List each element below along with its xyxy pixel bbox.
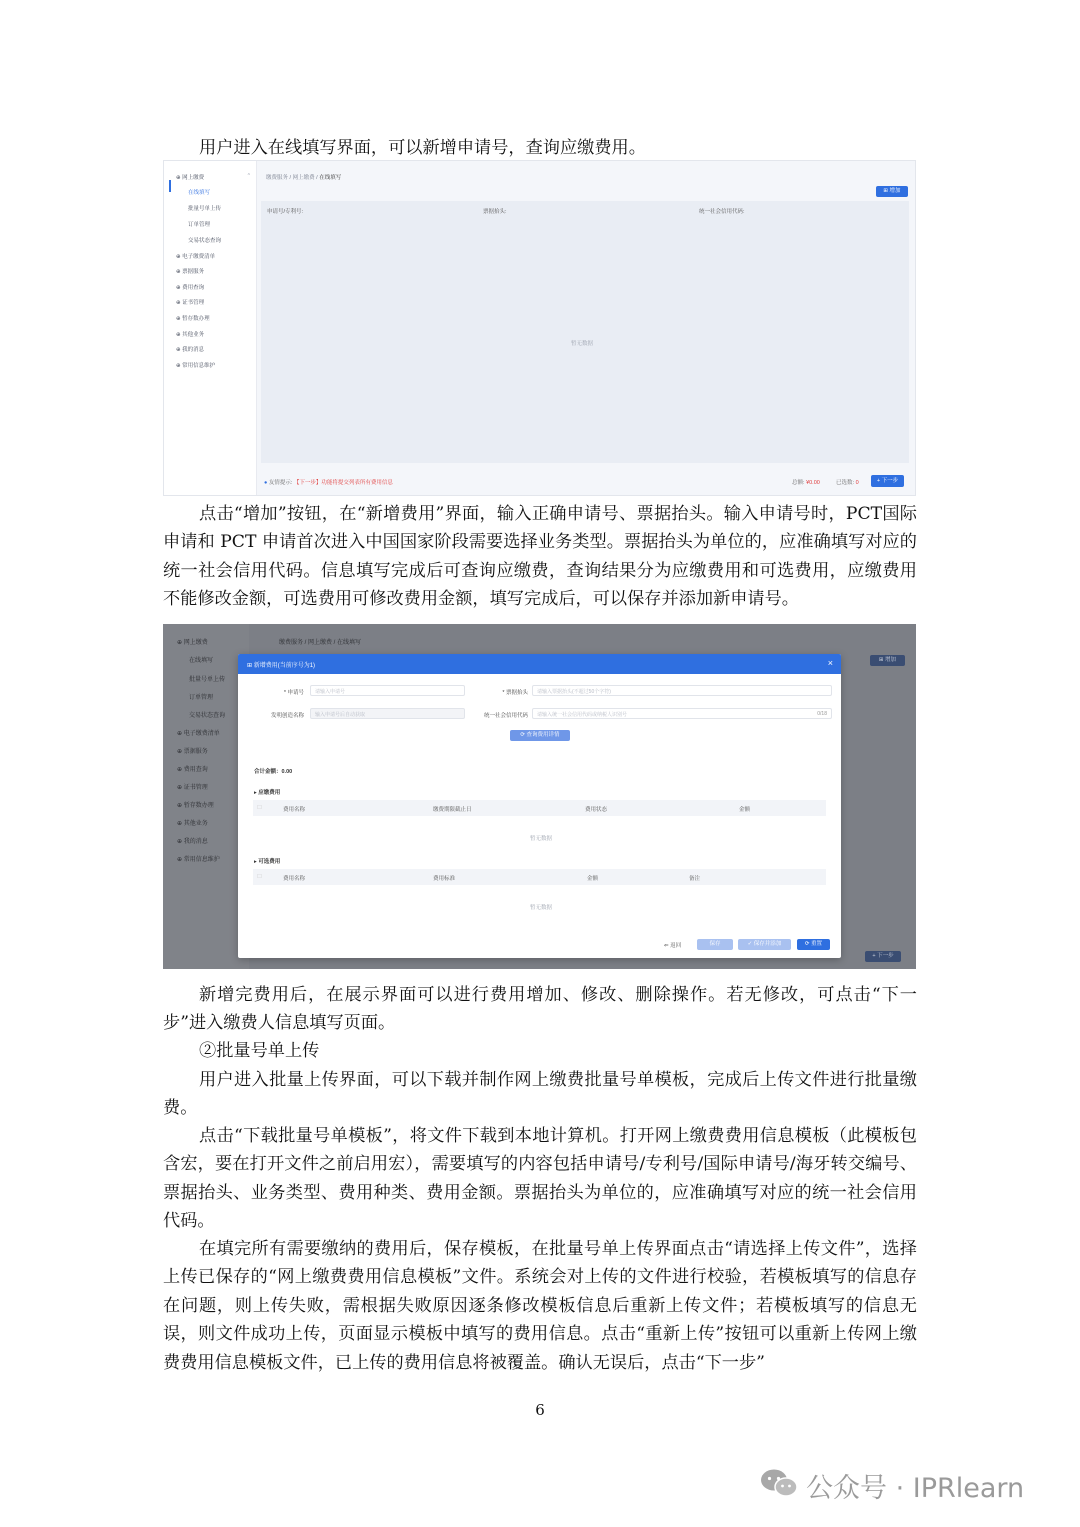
dim-next-button: + 下一步 [865,951,901,962]
dim-item: ⊕ 常用信息维护 [177,857,220,863]
save-button[interactable]: 保存 [697,939,733,950]
empty-text: 暂无数据 [571,341,594,347]
modal-title: ⊞ 新增费用(当前序号为1) [247,663,316,669]
sidebar-group-temp[interactable]: ⊕ 暂存数办理 [176,316,210,322]
sidebar-item-batch-upload[interactable]: 批量号单上传 [188,206,222,212]
col-remark: 备注 [689,876,701,882]
dim-item: ⊕ 证书管理 [177,785,208,791]
save-add-button[interactable]: ✓ 保存并添加 [738,939,791,950]
footer-tip: ● 友情提示: 【下一步】功能将提交列表所有费用信息 [264,480,393,486]
col-amount: 金额 [587,876,599,882]
dim-item: 订单管理 [189,695,214,701]
paragraph-batch-intro: 用户进入批量上传界面，可以下载并制作网上缴费批量号单模板，完成后上传文件进行批量缴费。 [163,1070,917,1119]
invoice-title-input[interactable]: 请输入票据抬头(不超过50个字符) [532,685,832,696]
dim-item: ⊕ 费用查询 [177,767,208,773]
breadcrumb: 缴费服务 / 网上缴费 / 在线填写 [266,175,342,181]
sidebar-group-fee-query[interactable]: ⊕ 费用查询 [176,285,205,291]
credit-code-label: 统一社会信用代码 [483,713,528,719]
sidebar-group-e-list[interactable]: ⊕ 电子缴费清单 [176,254,216,260]
sidebar-group-common-info[interactable]: ⊕ 常用信息维护 [176,363,216,369]
fee-list-panel [261,201,909,463]
sidebar-group-cert[interactable]: ⊕ 证书管理 [176,300,205,306]
app-no-input[interactable]: 请输入申请号 [310,685,465,696]
app-no-label: * 申请号 [283,690,304,696]
credit-code-input[interactable]: 请输入统一社会信用代码或纳税人识别号 0/18 [532,708,832,719]
query-fee-button[interactable]: ⟳ 查询费用详情 [510,730,570,741]
dim-item: 批量号单上传 [189,677,226,683]
dim-breadcrumb: 缴费服务 / 网上缴费 / 在线填写 [279,640,362,646]
optional-table-header [253,869,826,885]
add-button[interactable]: ⊞ 增加 [876,186,908,197]
close-icon[interactable]: × [827,658,833,668]
total-amount: 总额: ¥0.00 [792,480,820,486]
sidebar [164,161,257,495]
active-indicator [169,180,171,192]
optional-fees-title: ▸ 可选费用 [254,859,281,865]
select-all-checkbox[interactable]: ☐ [257,874,262,880]
next-button[interactable]: + 下一步 [871,475,904,487]
total-amount: 合计金额：0.00 [254,769,293,775]
sidebar-item-orders[interactable]: 订单管理 [188,222,211,228]
section-heading-batch: ②批量号单上传 [199,1041,320,1061]
dim-item: ⊕ 暂存数办理 [177,803,214,809]
dim-item: ⊕ 网上缴费 [177,640,208,646]
sidebar-item-trade-status[interactable]: 交易状态查询 [188,238,222,244]
optional-empty: 暂无数据 [530,905,553,911]
invention-name-input: 输入申请号后自动获取 [310,708,465,719]
online-fill-screenshot [163,160,916,496]
add-fee-dialog-screenshot [163,624,916,969]
reset-button[interactable]: ⟳ 重置 [797,939,830,950]
sidebar-item-online-fill[interactable]: 在线填写 [188,190,211,196]
dim-item: ⊕ 其他业务 [177,821,208,827]
sidebar-group-online-pay[interactable]: ⊕ 网上缴费 [176,175,205,181]
col-fee-name: 费用名称 [283,807,306,813]
col-fee-name: 费用名称 [283,876,306,882]
col-app-no: 申请号/专利号: [267,209,304,215]
col-fee-status: 费用状态 [585,807,608,813]
select-all-checkbox[interactable]: ☐ [257,805,262,811]
selected-count: 已选数: 0 [836,480,859,486]
add-fee-modal [238,654,841,958]
col-credit-code: 统一社会信用代码: [699,209,745,215]
invoice-title-label: * 票据抬头 [502,690,528,696]
dimmed-sidebar [163,624,249,969]
paragraph-upload: 在填完所有需要缴纳的费用后，保存模板，在批量号单上传界面点击“请选择上传文件”，选择上传已保存的“网上缴费费用信息模板”文件。系统会对上传的文件进行校验，若模板填写的信息存在问题，则上传失败，需根据失败原因逐条修改模板信息后重新上传文件；若模板填写的信息无误，则文件成功上传，页面显示模板中填写的费用信息。点击“重新上传”按钮可以重新上传网上缴费费用信息模板文件，已上传的费用信息将被覆盖。确认无误后，点击“下一步” [163,1239,917,1373]
modal-header [238,654,841,674]
payable-table-header [253,800,826,816]
watermark-text: 公众号 · IPRlearn [806,1473,1025,1504]
paragraph-add-fee: 点击“增加”按钮，在“新增费用”界面，输入正确申请号、票据抬头。输入申请号时，PCT国际申请和 PCT 申请首次进入中国国家阶段需要选择业务类型。票据抬头为单位的，应准确填写对应的统一社会信用代码。信息填写完成后可查询应缴费，查询结果分为应缴费用和可选费用，应缴费用不能修改金额，可选费用可修改费用金额，填写完成后，可以保存并添加新申请号。 [163,504,917,610]
dim-item: 交易状态查询 [189,713,226,719]
invention-name-label: 发明创造名称 [270,713,304,719]
sidebar-group-other[interactable]: ⊕ 其他业务 [176,332,205,338]
dim-item: ⊕ 票据服务 [177,749,208,755]
col-deadline: 缴费期限截止日 [433,807,472,813]
dim-item: 在线填写 [189,658,214,664]
col-amount: 金额 [739,807,751,813]
wechat-icon [760,1468,798,1498]
dim-item: ⊕ 我的消息 [177,839,208,845]
payable-fees-title: ▸ 应缴费用 [254,790,281,796]
chevron-up-icon: ^ [247,173,250,179]
page-number: 6 [535,1401,545,1419]
sidebar-group-invoice[interactable]: ⊕ 票据服务 [176,269,205,275]
paragraph-after-add: 新增完费用后，在展示界面可以进行费用增加、修改、删除操作。若无修改，可点击“下一步”进入缴费人信息填写页面。 [163,985,917,1034]
col-fee-standard: 费用标准 [433,876,456,882]
payable-empty: 暂无数据 [530,836,553,842]
paragraph-download-template: 点击“下载批量号单模板”，将文件下载到本地计算机。打开网上缴费费用信息模板（此模板包含宏，要在打开文件之前启用宏），需要填写的内容包括申请号/专利号/国际申请号/海牙转交编号、票据抬头、业务类型、费用种类、费用金额。票据抬头为单位的，应准确填写对应的统一社会信用代码。 [163,1126,917,1232]
sidebar-group-messages[interactable]: ⊕ 我的消息 [176,347,205,353]
char-counter: 0/18 [817,711,827,717]
dim-item: ⊕ 电子缴费清单 [177,731,220,737]
col-invoice-title: 票据抬头: [483,209,507,215]
paragraph-intro: 用户进入在线填写界面，可以新增申请号，查询应缴费用。 [199,138,646,158]
dim-add-button: ⊞ 增加 [870,655,905,666]
back-button[interactable]: ⇐ 返回 [664,943,682,949]
